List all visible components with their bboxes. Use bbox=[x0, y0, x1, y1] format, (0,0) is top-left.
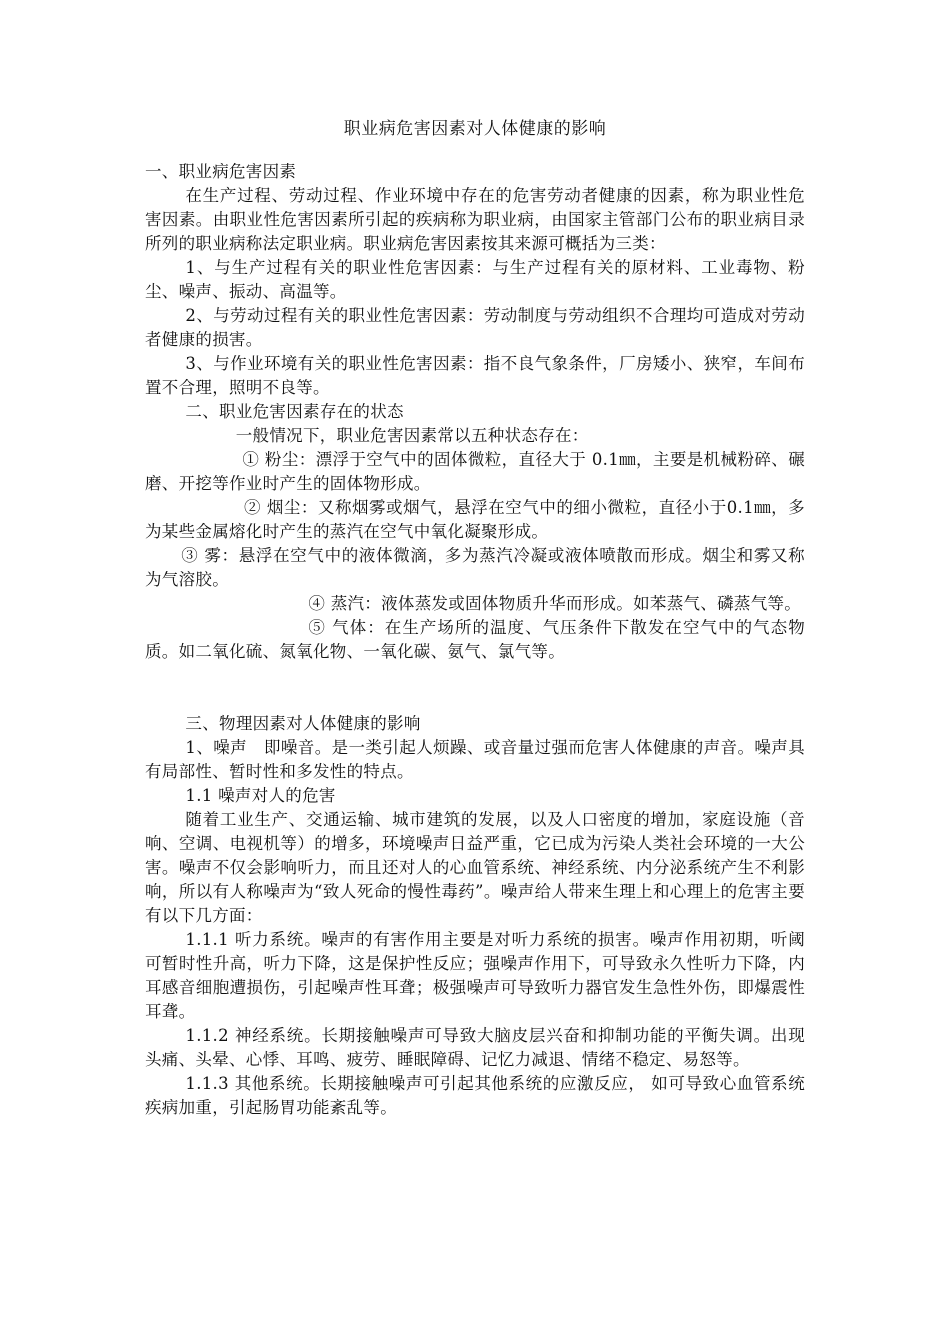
document-body bbox=[145, 160, 805, 1120]
section-heading-3: 三、物理因素对人体健康的影响 bbox=[185, 714, 421, 733]
list-item-production: 1、与生产过程有关的职业性危害因素：与生产过程有关的原材料、工业毒物、粉尘、噪声、振动、高温等。 bbox=[145, 258, 805, 301]
paragraph-noise: 1、噪声 即噪音。是一类引起人烦躁、或音量过强而危害人体健康的声音。噪声具有局部性、暂时性和多发性的特点。 bbox=[145, 738, 805, 781]
state-item-vapor: ④ 蒸汽：液体蒸发或固体物质升华而形成。如苯蒸气、磷蒸气等。 bbox=[308, 594, 802, 613]
list-item-environment: 3、与作业环境有关的职业性危害因素：指不良气象条件，厂房矮小、狭窄，车间布置不合理，照明不良等。 bbox=[145, 354, 805, 397]
section-heading-1: 一、职业病危害因素 bbox=[145, 162, 297, 181]
state-item-gas: ⑤ 气体：在生产场所的温度、气压条件下散发在空气中的气态物质。如二氧化硫、氮氧化物、一氧化碳、氨气、氯气等。 bbox=[145, 618, 805, 661]
paragraph-states-intro: 一般情况下，职业危害因素常以五种状态存在： bbox=[235, 426, 589, 445]
section-heading-2: 二、职业危害因素存在的状态 bbox=[185, 402, 404, 421]
paragraph-noise-harm: 随着工业生产、交通运输、城市建筑的发展，以及人口密度的增加，家庭设施（音响、空调、电视机等）的增多，环境噪声日益严重，它已成为污染人类社会环境的一大公害。噪声不仅会影响听力，而且还对人的心血管系统、神经系统、内分泌系统产生不利影响，所以有人称噪声为“致人死命的慢性毒药”。噪声给人带来生理上和心理上的危害主要有以下几方面： bbox=[145, 810, 805, 925]
subheading-noise-harm: 1.1 噪声对人的危害 bbox=[185, 786, 336, 805]
blank-space bbox=[145, 664, 805, 712]
state-item-dust: ① 粉尘：漂浮于空气中的固体微粒，直径大于 0.1㎜，主要是机械粉碎、碾磨、开挖等作业时产生的固体物形成。 bbox=[145, 450, 805, 493]
paragraph-nervous-system: 1.1.2 神经系统。长期接触噪声可导致大脑皮层兴奋和抑制功能的平衡失调。出现头痛、头晕、心悸、耳鸣、疲劳、睡眠障碍、记忆力减退、情绪不稳定、易怒等。 bbox=[145, 1026, 805, 1069]
state-item-mist: ③ 雾：悬浮在空气中的液体微滴，多为蒸汽冷凝或液体喷散而形成。烟尘和雾又称为气溶胶。 bbox=[145, 546, 805, 589]
paragraph-intro: 在生产过程、劳动过程、作业环境中存在的危害劳动者健康的因素，称为职业性危害因素。由职业性危害因素所引起的疾病称为职业病，由国家主管部门公布的职业病目录所列的职业病称法定职业病。职业病危害因素按其来源可概括为三类： bbox=[145, 186, 805, 253]
paragraph-other-systems: 1.1.3 其他系统。长期接触噪声可引起其他系统的应激反应， 如可导致心血管系统疾病加重，引起肠胃功能紊乱等。 bbox=[145, 1074, 805, 1117]
state-item-smoke: ② 烟尘：又称烟雾或烟气，悬浮在空气中的细小微粒，直径小于0.1㎜，多为某些金属熔化时产生的蒸汽在空气中氧化凝聚形成。 bbox=[145, 498, 805, 541]
document-title: 职业病危害因素对人体健康的影响 bbox=[343, 119, 607, 139]
paragraph-hearing-system: 1.1.1 听力系统。噪声的有害作用主要是对听力系统的损害。噪声作用初期，听阈可暂时性升高，听力下降，这是保护性反应；强噪声作用下，可导致永久性听力下降，内耳感音细胞遭损伤，引起噪声性耳聋；极强噪声可导致听力器官发生急性外伤，即爆震性耳聋。 bbox=[145, 930, 805, 1021]
list-item-labor: 2、与劳动过程有关的职业性危害因素：劳动制度与劳动组织不合理均可造成对劳动者健康的损害。 bbox=[145, 306, 805, 349]
